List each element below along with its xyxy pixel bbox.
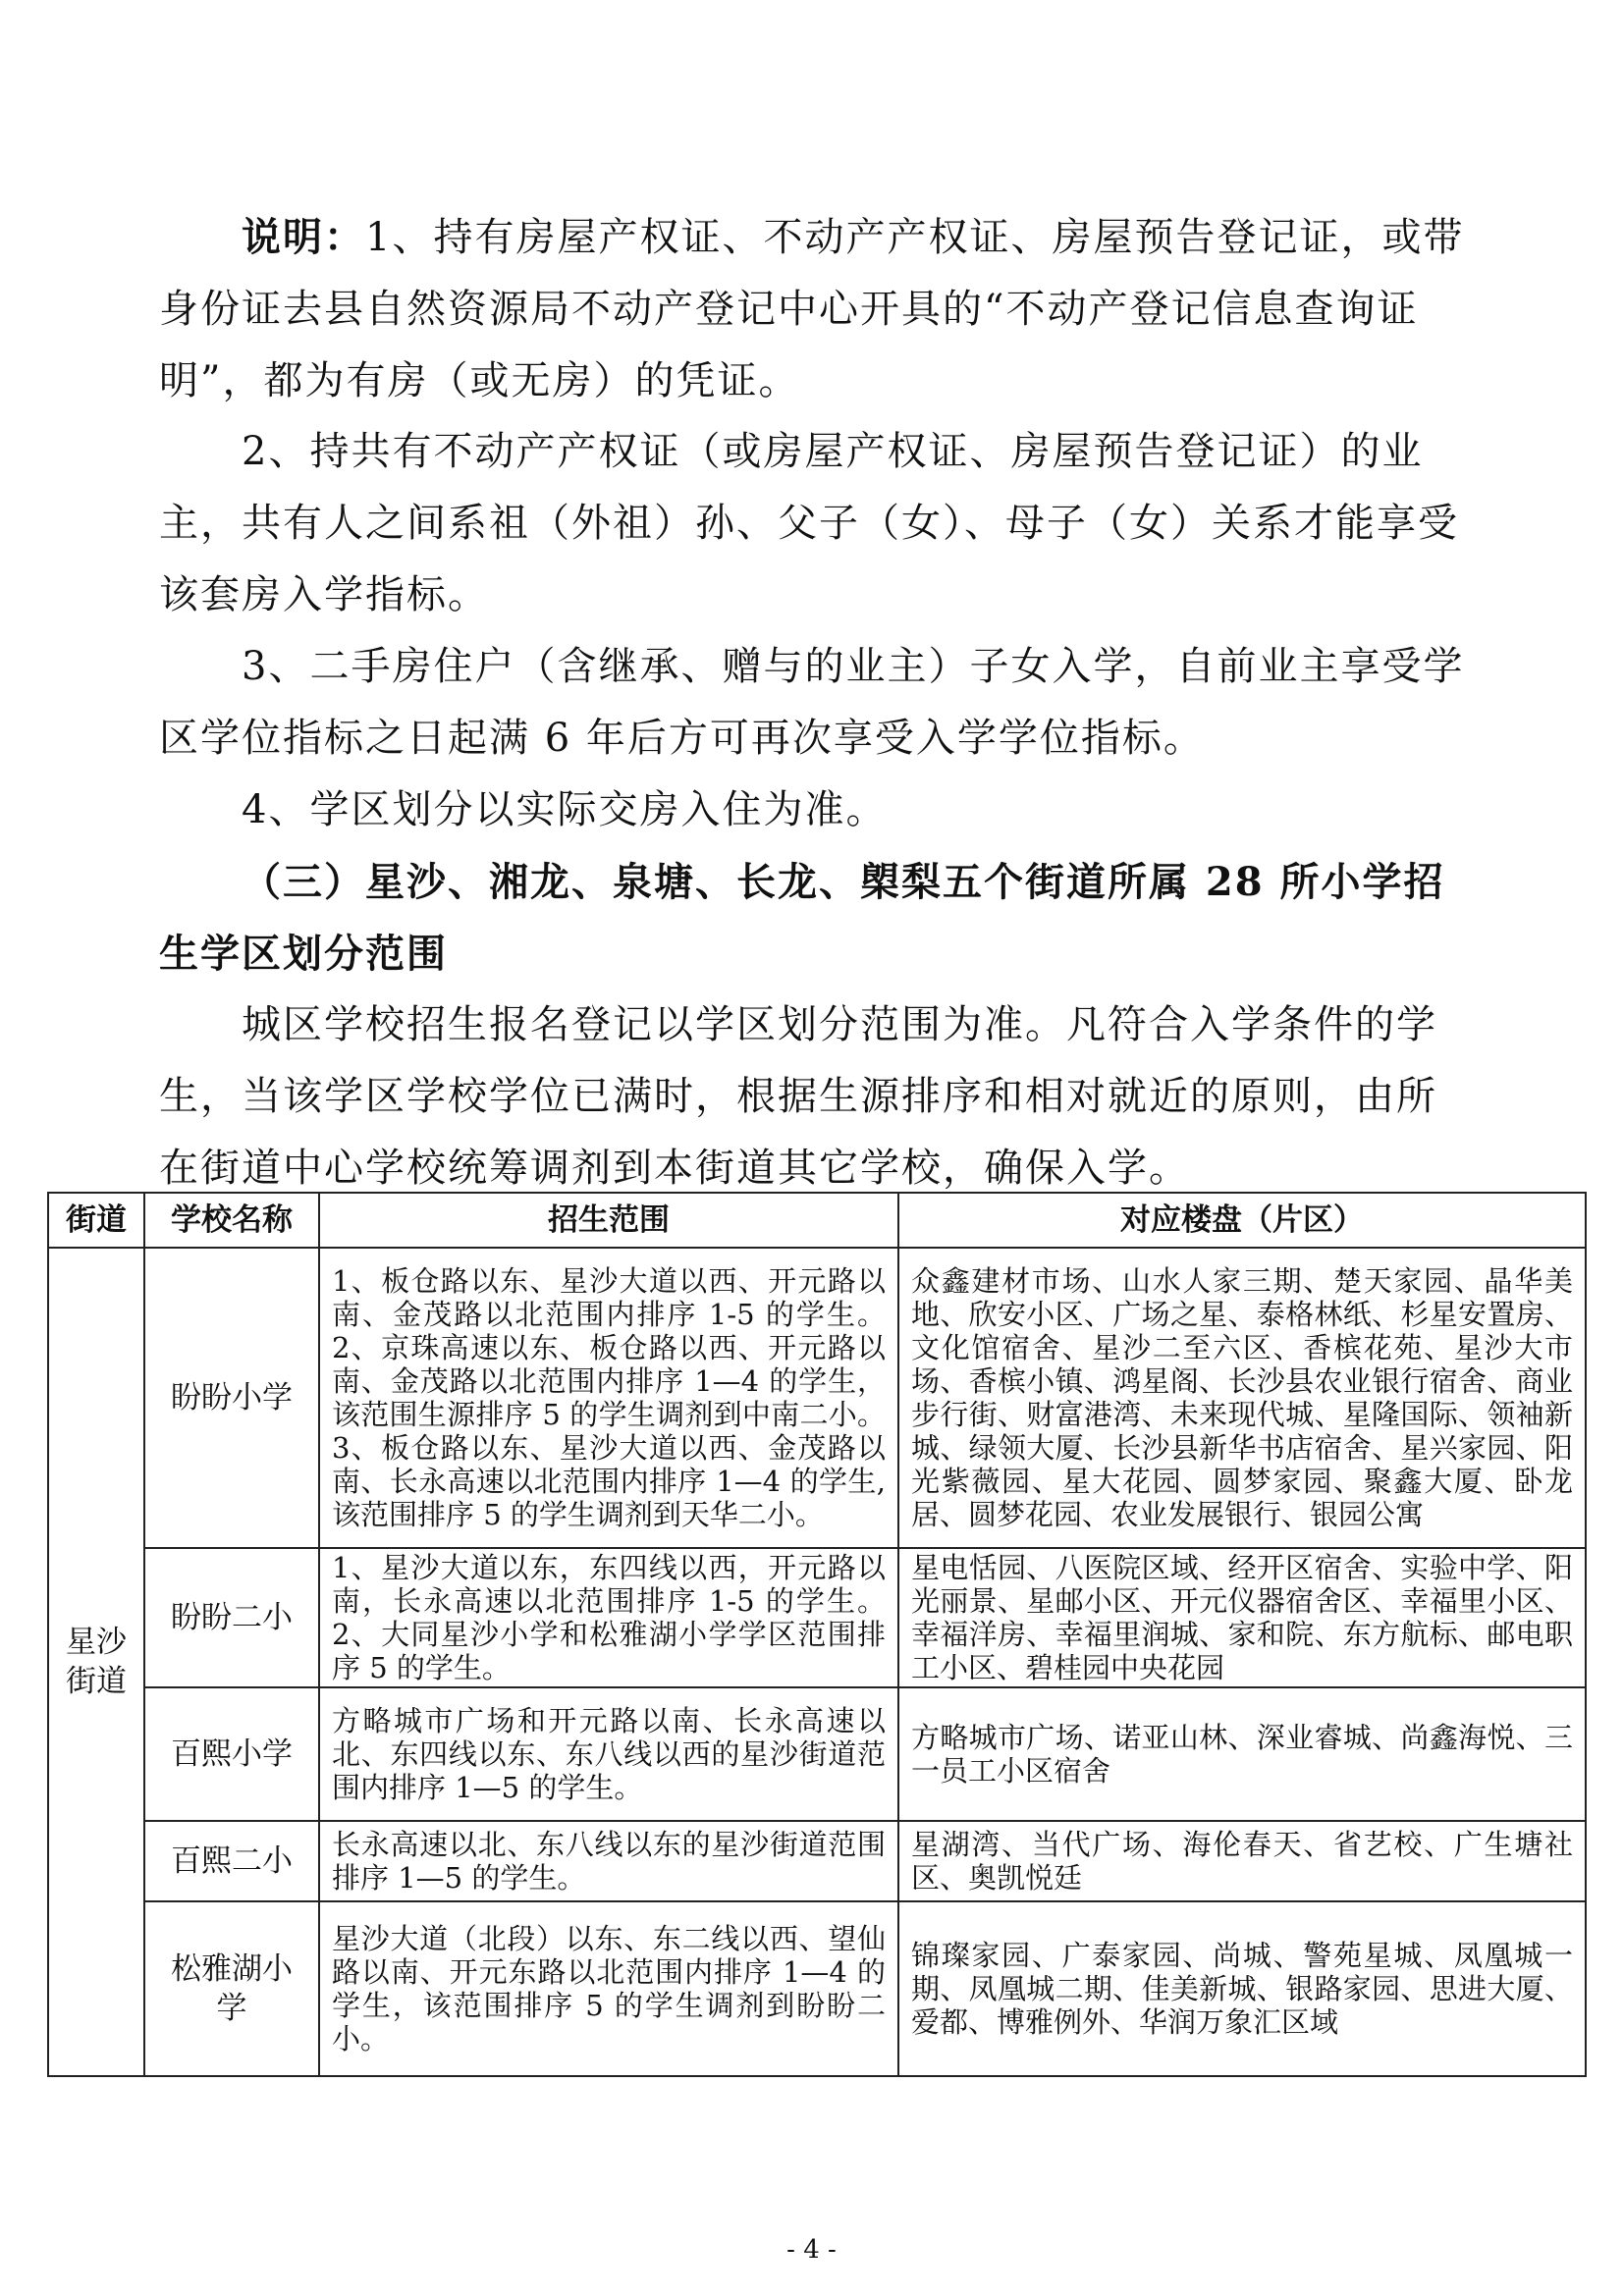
school-name-cell: 百熙小学 xyxy=(144,1687,319,1821)
school-name-cell: 松雅湖小学 xyxy=(144,1901,319,2076)
table-row xyxy=(48,1901,1586,2076)
header-range: 招生范围 xyxy=(319,1193,898,1248)
header-school: 学校名称 xyxy=(144,1193,319,1248)
street-cell: 星沙街道 xyxy=(48,1248,144,2076)
note-1-text: 1、持有房屋产权证、不动产产权证、房屋预告登记证，或带身份证去县自然资源局不动产登记中心开具的“不动产登记信息查询证明”，都为有房（或无房）的凭证。 xyxy=(159,215,1465,403)
school-name-cell: 百熙二小 xyxy=(144,1821,319,1901)
note-paragraph-4: 4、学区划分以实际交房入住为准。 xyxy=(242,787,888,832)
estates-cell: 众鑫建材市场、山水人家三期、楚天家园、晶华美地、欣安小区、广场之星、泰格林纸、杉星安置房、文化馆宿舍、星沙二至六区、香槟花苑、星沙大市场、香槟小镇、鸿星阁、长沙县农业银行宿舍、商业步行街、财富港湾、未来现代城、星隆国际、领袖新城、绿领大厦、长沙县新华书店宿舍、星兴家园、阳光紫薇园、星大花园、圆梦家园、聚鑫大厦、卧龙居、圆梦花园、农业发展银行、银园公寓 xyxy=(898,1248,1586,1548)
school-name-cell: 盼盼小学 xyxy=(144,1248,319,1548)
range-cell: 1、星沙大道以东，东四线以西，开元路以南，长永高速以北范围排序 1-5 的学生。2、大同星沙小学和松雅湖小学学区范围排序 5 的学生。 xyxy=(319,1548,898,1687)
school-name-cell: 盼盼二小 xyxy=(144,1548,319,1687)
estates-cell: 锦璨家园、广泰家园、尚城、警苑星城、凤凰城一期、凤凰城二期、佳美新城、银路家园、思进大厦、爱都、博雅例外、华润万象汇区域 xyxy=(898,1901,1586,2076)
note-label: 说明： xyxy=(242,214,365,260)
note-paragraph-3: 3、二手房住户（含继承、赠与的业主）子女入学，自前业主享受学区学位指标之日起满 6 年后方可再次享受入学学位指标。 xyxy=(159,644,1465,761)
note-paragraph-2: 2、持共有不动产产权证（或房屋产权证、房屋预告登记证）的业主，共有人之间系祖（外祖）孙、父子（女）、母子（女）关系才能享受该套房入学指标。 xyxy=(159,429,1459,617)
range-cell: 星沙大道（北段）以东、东二线以西、望仙路以南、开元东路以北范围内排序 1—4 的学生，该范围排序 5 的学生调剂到盼盼二小。 xyxy=(319,1901,898,2076)
table-header-row xyxy=(48,1193,1586,1248)
table-row xyxy=(48,1248,1586,1548)
school-district-table xyxy=(47,1192,1587,2077)
table-row xyxy=(48,1687,1586,1821)
section-heading: （三）星沙、湘龙、泉塘、长龙、㮾梨五个街道所属 28 所小学招生学区划分范围 xyxy=(159,859,1445,977)
range-cell: 1、板仓路以东、星沙大道以西、开元路以南、金茂路以北范围内排序 1-5 的学生。2、京珠高速以东、板仓路以西、开元路以南、金茂路以北范围内排序 1—4 的学生，该范围生源排序 5 的学生调剂到中南二小。3、板仓路以东、星沙大道以西、金茂路以南、长永高速以北范围内排序 1—4 的学生,该范围排序 5 的学生调剂到天华二小。 xyxy=(319,1248,898,1548)
table-row xyxy=(48,1821,1586,1901)
note-paragraph-1 xyxy=(159,201,1475,417)
range-cell: 方略城市广场和开元路以南、长永高速以北、东四线以东、东八线以西的星沙街道范围内排序 1—5 的学生。 xyxy=(319,1687,898,1821)
page-number: - 4 - xyxy=(786,2235,837,2265)
estates-cell: 方略城市广场、诺亚山林、深业睿城、尚鑫海悦、三一员工小区宿舍 xyxy=(898,1687,1586,1821)
range-cell: 长永高速以北、东八线以东的星沙街道范围排序 1—5 的学生。 xyxy=(319,1821,898,1901)
intro-paragraph: 城区学校招生报名登记以学区划分范围为准。凡符合入学条件的学生，当该学区学校学位已满时，根据生源排序和相对就近的原则，由所在街道中心学校统筹调剂到本街道其它学校，确保入学。 xyxy=(159,1002,1437,1191)
header-street: 街道 xyxy=(48,1193,144,1248)
estates-cell: 星湖湾、当代广场、海伦春天、省艺校、广生塘社区、奥凯悦廷 xyxy=(898,1821,1586,1901)
table-row xyxy=(48,1548,1586,1687)
header-estates: 对应楼盘（片区） xyxy=(898,1193,1586,1248)
estates-cell: 星电恬园、八医院区域、经开区宿舍、实验中学、阳光丽景、星邮小区、开元仪器宿舍区、幸福里小区、幸福洋房、幸福里润城、家和院、东方航标、邮电职工小区、碧桂园中央花园 xyxy=(898,1548,1586,1687)
